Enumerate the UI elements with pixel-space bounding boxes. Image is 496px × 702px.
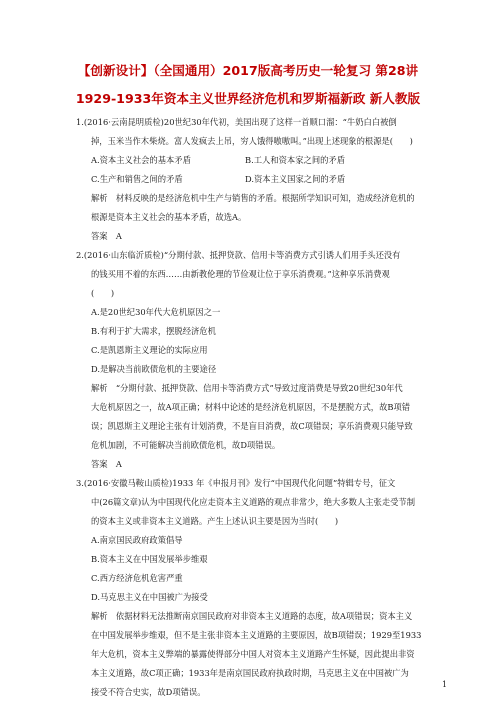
q1-stem-line-2: 掉，玉米当作木柴烧。富人发疯去上吊，穷人饿得嗷嗷叫。”出现上述现象的根源是( ) (91, 136, 413, 146)
q2-explanation-line-1: 解析 “分期付款、抵押贷款、信用卡等消费方式”导致过度消费是导致20世纪30年代 (91, 383, 403, 393)
q2-option-a: A.是20世纪30年代大危机原因之一 (91, 307, 221, 317)
q3-stem-line-3: 的资本主义或非资本主义道路。产生上述认识主要是因为当时( ) (91, 516, 339, 526)
q2-stem-line-1: 2.(2016·山东临沂质检)“分期付款、抵押贷款、信用卡等消费方式引诱人们用手头还没有 (76, 250, 401, 260)
q3-option-b: B.资本主义在中国发展举步维艰 (91, 554, 208, 564)
q3-stem-line-1: 3.(2016·安徽马鞍山质检)1933 年《申报月刊》发行“中国现代化问题”特辑专号，征文 (76, 478, 396, 488)
q1-answer: 答案 A (91, 231, 122, 241)
q1-explanation-line-1: 解析 材料反映的是经济危机中生产与销售的矛盾。根据所学知识可知，造成经济危机的 (91, 193, 415, 203)
q2-stem-line-2: 的钱买用不着的东西……由新教伦理的节俭观让位于享乐消费观。”这种享乐消费观 (91, 269, 390, 279)
q1-stem-line-1: 1.(2016·云南昆明质检)20世纪30年代初，美国出现了这样一首顺口溜：“牛奶白白被倒 (76, 117, 397, 127)
q1-option-d: D.资本主义国家之间的矛盾 (245, 174, 346, 184)
q3-option-a: A.南京国民政府政策倡导 (91, 535, 183, 545)
q2-explanation-line-3: 误；凯恩斯主义理论主张有计划消费，不是盲目消费，故C项错误；享乐消费观只能导致 (91, 421, 413, 431)
q2-explanation-line-2: 大危机原因之一，故A项正确；材料中论述的是经济危机原因，不是摆脱方式，故B项错 (91, 402, 411, 412)
q2-option-b: B.有利于扩大需求，摆脱经济危机 (91, 326, 216, 336)
q2-stem-line-3: ( ) (91, 288, 115, 298)
q3-explanation-line-5: 接受不符合史实，故D项错误。 (91, 687, 206, 697)
q1-explanation-line-2: 根源是资本主义社会的基本矛盾，故选A。 (91, 212, 247, 222)
q2-option-d: D.是解决当前欧债危机的主要途径 (91, 364, 217, 374)
q3-stem-line-2: 中(26篇文章)认为中国现代化应走资本主义道路的观点非常少，绝大多数人主张走受节制 (91, 497, 416, 507)
q2-answer: 答案 A (91, 459, 122, 469)
q3-explanation-line-3: 年大危机，资本主义弊端的暴露使得部分中国人对资本主义道路产生怀疑，因此提出非资 (91, 649, 415, 659)
doc-title-line-1: 【创新设计】（全国通用）2017版高考历史一轮复习 第28讲 (77, 63, 419, 78)
doc-title-line-2: 1929-1933年资本主义世界经济危机和罗斯福新政 新人教版 (75, 91, 421, 106)
q3-explanation-line-1: 解析 依据材料无法推断南京国民政府对非资本主义道路的态度，故A项错误；资本主义 (91, 611, 413, 621)
q2-explanation-line-4: 危机加剧，不可能解决当前欧债危机，故D项错误。 (91, 440, 281, 450)
q3-option-d: D.马克思主义在中国被广为接受 (91, 592, 208, 602)
q2-option-c: C.是凯恩斯主义理论的实际应用 (91, 345, 208, 355)
q3-explanation-line-4: 本主义道路，故C项正确；1933年是南京国民政府执政时期，马克思主义在中国被广为 (91, 668, 409, 678)
q1-option-b: B.工人和资本家之间的矛盾 (245, 155, 346, 165)
page-number: 1 (442, 680, 448, 689)
q3-option-c: C.西方经济危机危害严重 (91, 573, 183, 583)
q3-explanation-line-2: 在中国发展举步维艰，但不是主张非资本主义道路的主要原因，故B项错误；1929至1933 (91, 630, 422, 640)
q1-option-c: C.生产和销售之间的矛盾 (91, 174, 183, 184)
q1-option-a: A.资本主义社会的基本矛盾 (91, 155, 191, 165)
